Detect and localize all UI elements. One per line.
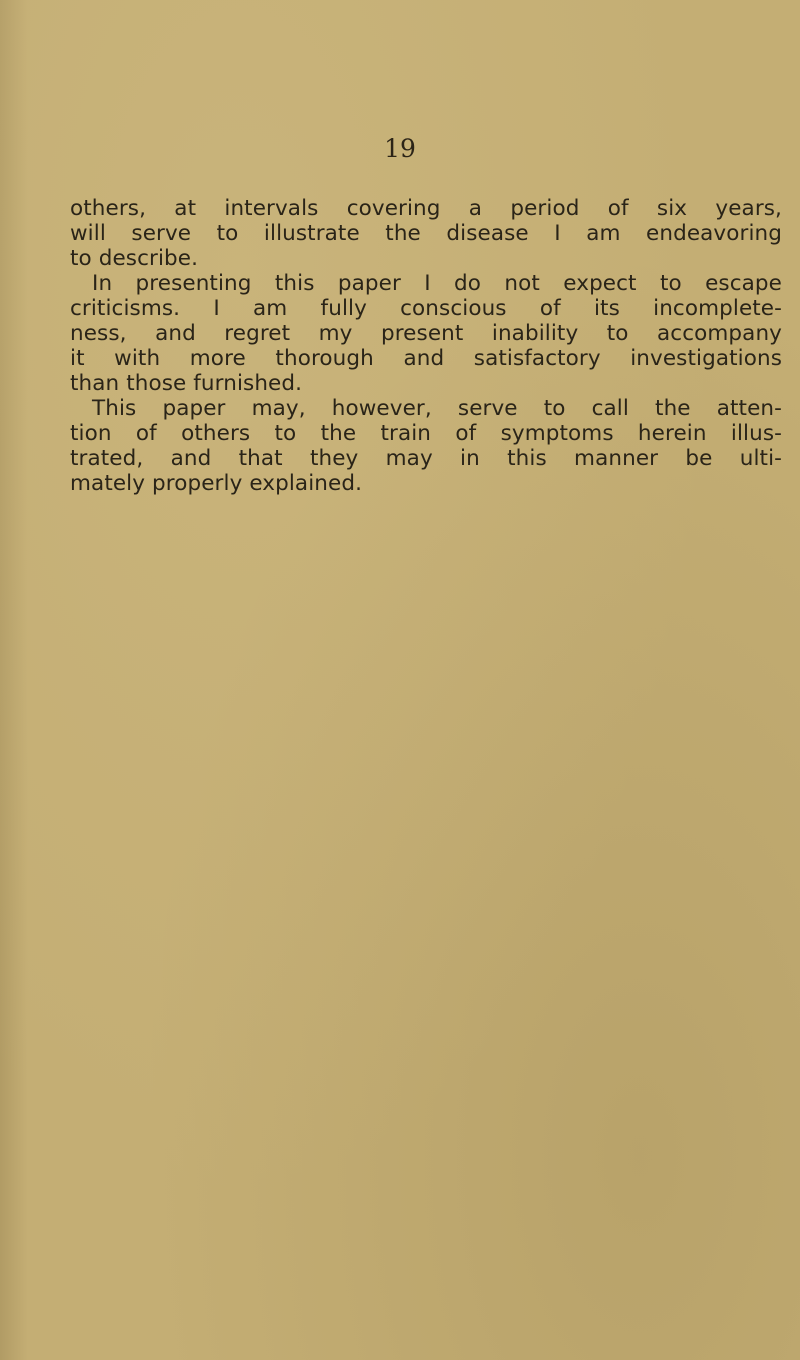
text-line: will serve to illustrate the disease I am endeavoring (70, 221, 782, 246)
text-line: tion of others to the train of symptoms herein illus- (70, 421, 782, 446)
text-line: ness, and regret my present inability to accompany (70, 321, 782, 346)
text-line: This paper may, however, serve to call the atten- (92, 396, 782, 421)
text-line: In presenting this paper I do not expect to escape (92, 271, 782, 296)
text-line: mately properly explained. (70, 471, 362, 496)
text-line: to describe. (70, 246, 199, 271)
body-text (70, 196, 782, 496)
text-line: trated, and that they may in this manner be ulti- (70, 446, 782, 471)
paragraph-1 (70, 196, 782, 271)
text-line: than those furnished. (70, 371, 303, 396)
text-line: others, at intervals covering a period of six years, (70, 196, 782, 221)
paragraph-2 (70, 271, 782, 396)
paragraph-3 (70, 396, 782, 496)
page-number: 19 (384, 134, 416, 163)
text-line: it with more thorough and satisfactory investigations (70, 346, 782, 371)
text-line: criticisms. I am fully conscious of its incomplete- (70, 296, 782, 321)
